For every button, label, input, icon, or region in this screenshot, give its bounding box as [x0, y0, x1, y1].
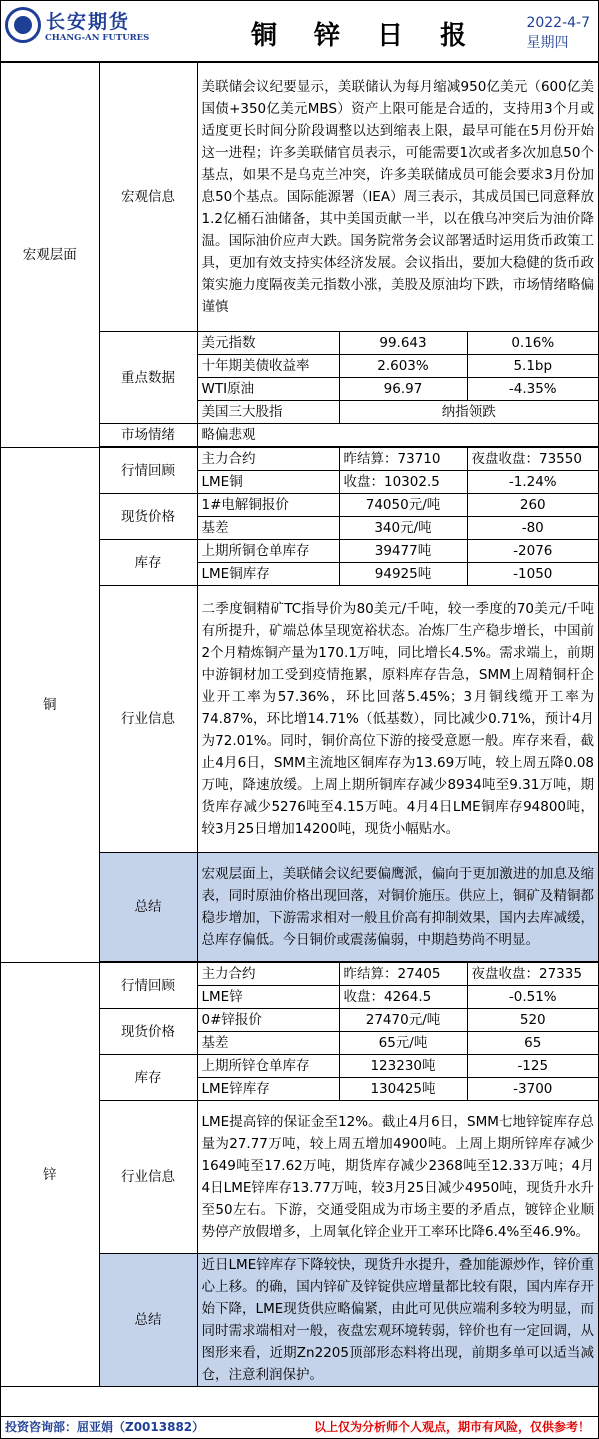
spot-cell: 0#锌报价 [197, 1009, 339, 1032]
weekday-text: 星期四 [526, 35, 569, 51]
report-table [1, 62, 598, 1387]
footer-disclaimer: 以上仅为分析师个人观点，期市有风险，仅供参考！ [313, 1420, 590, 1434]
date-text: 2022-4-7 [526, 15, 590, 31]
sentiment-value: 略偏悲观 [197, 424, 598, 447]
zinc-summary-text: 近日LME锌库存下降较快，现货升水提升，叠加能源炒作，锌价重心上移。的确，国内锌矿及锌锭供应增量都比较有限，国内库存开始下降，LME现货供应略偏紧，由此可见供应端利多较为明显，而同时需求端相对一般，夜盘宏观环境转弱，锌价也有一定回调，从图形来看，近期Zn2205顶部形态料将出现，前期多单可以适当减仓，注意利润保护。 [197, 1254, 598, 1387]
spot-cell: 260 [467, 494, 598, 517]
stock-cell: -3700 [467, 1078, 598, 1101]
data-change-cell: 5.1bp [467, 355, 598, 378]
copper-industry-label: 行业信息 [99, 586, 197, 853]
quote-cell: 昨结算：73710 [339, 448, 467, 471]
zinc-quote-label: 行情回顾 [99, 963, 197, 1009]
zinc-summary-label: 总结 [99, 1254, 197, 1387]
data-change-cell: -4.35% [467, 378, 598, 401]
zinc-quote-row [1, 963, 598, 986]
copper-section-label: 铜 [1, 448, 99, 963]
spot-cell: 65 [467, 1032, 598, 1055]
spot-cell: -80 [467, 517, 598, 540]
data-value-cell: 2.603% [339, 355, 467, 378]
data-name-cell: 十年期美债收益率 [197, 355, 339, 378]
quote-cell: 主力合约 [197, 963, 339, 986]
quote-cell: 夜盘收盘：73550 [467, 448, 598, 471]
copper-quote-label: 行情回顾 [99, 448, 197, 494]
copper-summary-text: 宏观层面上，美联储会议纪要偏鹰派，偏向于更加激进的加息及缩表，同时原油价格出现回落，对铜价施压。供应上，铜矿及精铜都稳步增加，下游需求相对一般且价高有抑制效果，国内去库减缓，总库存偏低。今日铜价或震荡偏弱，中期趋势尚不明显。 [197, 853, 598, 962]
data-value-cell: 99.643 [339, 332, 467, 355]
report-date [526, 13, 590, 53]
stock-cell: 94925吨 [339, 563, 467, 586]
spot-cell: 340元/吨 [339, 517, 467, 540]
data-name-cell: WTI原油 [197, 378, 339, 401]
spot-cell: 27470元/吨 [339, 1009, 467, 1032]
stocks-value-cell: 纳指领跌 [339, 401, 598, 424]
zinc-industry-label: 行业信息 [99, 1101, 197, 1254]
spot-cell: 520 [467, 1009, 598, 1032]
quote-cell: 收盘：10302.5 [339, 471, 467, 494]
stock-cell: 130425吨 [339, 1078, 467, 1101]
quote-cell: 夜盘收盘：27335 [467, 963, 598, 986]
zinc-section-label: 锌 [1, 963, 99, 1387]
quote-cell: LME铜 [197, 471, 339, 494]
stock-cell: 上期所铜仓单库存 [197, 540, 339, 563]
macro-info-row [1, 63, 598, 332]
stock-cell: LME锌库存 [197, 1078, 339, 1101]
data-value-cell: 96.97 [339, 378, 467, 401]
spot-cell: 65元/吨 [339, 1032, 467, 1055]
quote-cell: -1.24% [467, 471, 598, 494]
report-footer [1, 1416, 598, 1438]
footer-analyst: 投资咨询部：屈亚娟（Z0013882） [5, 1420, 205, 1434]
stock-cell: 123230吨 [339, 1055, 467, 1078]
data-name-cell: 美元指数 [197, 332, 339, 355]
copper-spot-label: 现货价格 [99, 494, 197, 540]
stock-cell: -125 [467, 1055, 598, 1078]
spot-cell: 74050元/吨 [339, 494, 467, 517]
stocks-name-cell: 美国三大股指 [197, 401, 339, 424]
macro-info-text: 美联储会议纪要显示，美联储认为每月缩减950亿美元（600亿美国债+350亿美元MBS）资产上限可能是合适的，支持用3个月或适度更长时间分阶段调整以达到缩表上限，最早可能在5月份开始这一进程；许多美联储官员表示，可能需要1次或者多次加息50个基点，如果不是乌克兰冲突，许多美联储成员可能会要求3月份加息50个基点。国际能源署（IEA）周三表示，其成员国已同意释放1.2亿桶石油储备，其中美国贡献一半，以在俄乌冲突后为油价降温。国际油价应声大跌。国务院常务会议部署适时运用货币政策工具，更加有效支持实体经济发展。会议指出，要加大稳健的货币政策实施力度隔夜美元指数小涨，美股及原油均下跌，市场情绪略偏谨慎 [197, 63, 598, 332]
logo-english-name: CHANG-AN FUTURES [45, 33, 150, 43]
data-change-cell: 0.16% [467, 332, 598, 355]
zinc-stock-label: 库存 [99, 1055, 197, 1101]
sentiment-label: 市场情绪 [99, 424, 197, 447]
logo-emblem-icon [5, 7, 41, 43]
logo-chinese-name: 长安期货 [46, 11, 131, 33]
spot-cell: 基差 [197, 1032, 339, 1055]
stock-cell: -2076 [467, 540, 598, 563]
spot-cell: 基差 [197, 517, 339, 540]
quote-cell: LME锌 [197, 986, 339, 1009]
report-title: 铜 锌 日 报 [251, 21, 481, 51]
key-data-label: 重点数据 [99, 332, 197, 424]
macro-info-label: 宏观信息 [99, 63, 197, 332]
quote-cell: 收盘：4264.5 [339, 986, 467, 1009]
stock-cell: 上期所锌仓单库存 [197, 1055, 339, 1078]
stock-cell: -1050 [467, 563, 598, 586]
report-header [1, 1, 598, 62]
stock-cell: LME铜库存 [197, 563, 339, 586]
macro-section-label: 宏观层面 [1, 63, 99, 448]
quote-cell: -0.51% [467, 986, 598, 1009]
company-logo [5, 7, 150, 51]
zinc-spot-label: 现货价格 [99, 1009, 197, 1055]
zinc-industry-text: LME提高锌的保证金至12%。截止4月6日，SMM七地锌锭库存总量为27.77万吨，较上周五增加4900吨。上周上期所锌库存减少1649吨至17.62万吨，期货库存减少2368吨至12.33万吨；4月4日LME锌库存13.77万吨，较3月25日减少4950吨，现货升水升至50左右。下游，交通受阻成为市场主要的矛盾点，镀锌企业顺势停产放假增多，上周氧化锌企业开工率环比降6.4%至46.9%。 [197, 1101, 598, 1254]
spot-cell: 1#电解铜报价 [197, 494, 339, 517]
copper-summary-label: 总结 [99, 853, 197, 962]
stock-cell: 39477吨 [339, 540, 467, 563]
quote-cell: 昨结算：27405 [339, 963, 467, 986]
copper-stock-label: 库存 [99, 540, 197, 586]
copper-industry-text: 二季度铜精矿TC指导价为80美元/千吨，较一季度的70美元/千吨有所提升，矿端总体呈现宽裕状态。冶炼厂生产稳步增长，中国前2个月精炼铜产量为170.1万吨，同比增长4.5%。需求端上，前期中游铜材加工受到疫情拖累，原料库存告急，SMM上周精铜杆企业开工率为57.36%，环比回落5.45%；3月铜线缆开工率为74.87%，环比增14.71%（低基数），同比减少0.71%，预计4月为72.01%。同时，铜价高位下游的接受意愿一般。库存来看，截止4月6日，SMM主流地区铜库存为13.69万吨，较上周五降0.08万吨，降速放缓。上周上期所铜库存减少8934吨至9.31万吨，期货库存减少5276吨至4.15万吨。4月4日LME铜库存94800吨，较3月25日增加14200吨，现货小幅贴水。 [197, 586, 598, 853]
quote-cell: 主力合约 [197, 448, 339, 471]
copper-quote-row [1, 448, 598, 471]
